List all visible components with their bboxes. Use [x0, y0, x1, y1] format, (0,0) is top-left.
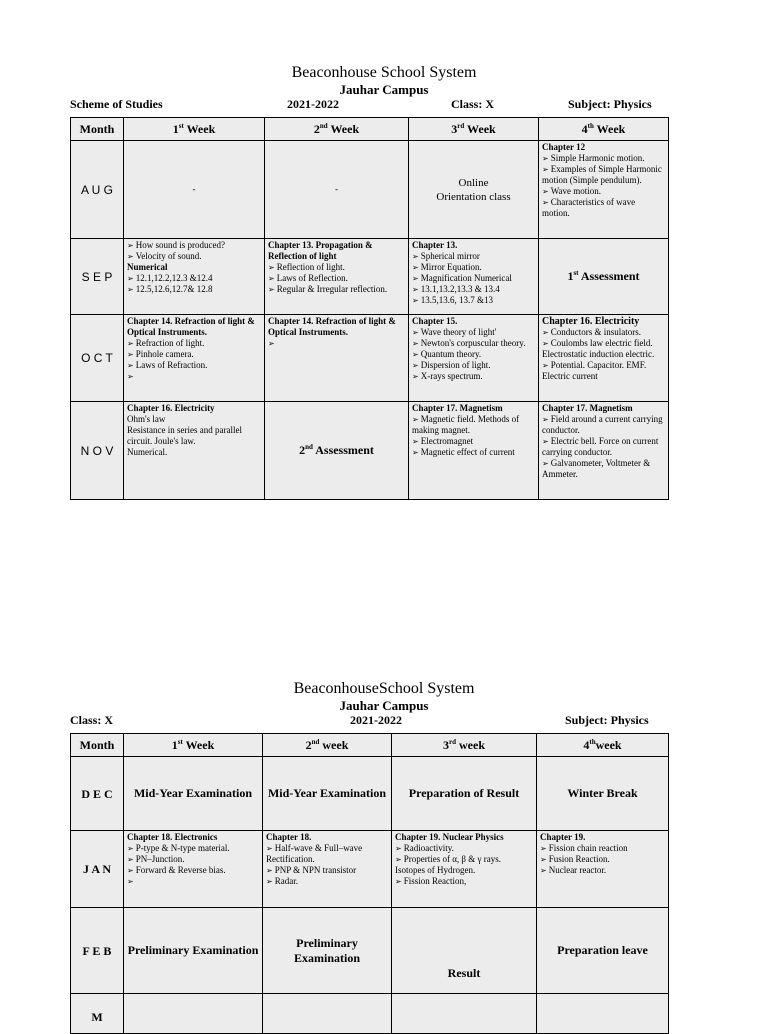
- scheme-label: Scheme of Studies: [70, 97, 163, 111]
- mar-week-3: [392, 994, 537, 1034]
- month-jan: J A N: [71, 831, 124, 908]
- sep-week-3: Chapter 13. ➢ Spherical mirror ➢ Mirror Equation. ➢ Magnification Numerical ➢ 13.1,13.2,13.3 & 13.4 ➢ 13.5,13.6, 13.7 &13: [409, 239, 539, 315]
- aug-week-4: Chapter 12 ➢ Simple Harmonic motion. ➢ Examples of Simple Harmonic motion (Simple pendulum). ➢ Wave motion. ➢ Characteristics of wave motion.: [539, 141, 669, 239]
- empty-bullet: [127, 876, 259, 887]
- table-row: [71, 141, 669, 239]
- page-2: [0, 680, 768, 728]
- campus-name-2: Jauhar Campus: [339, 698, 429, 713]
- jan-week-1: Chapter 18. Electronics ➢ P-type & N-type material. ➢ PN–Junction. ➢ Forward & Reverse bias. ➢: [124, 831, 263, 908]
- table-row: [71, 757, 669, 831]
- campus-name: Jauhar Campus: [339, 82, 429, 97]
- class-label: Class: X: [451, 97, 495, 111]
- dec-week-2: Mid-Year Examination: [263, 757, 392, 831]
- table-row: [71, 239, 669, 315]
- header-week-1: 1st Week: [124, 118, 265, 141]
- page-1: [0, 64, 768, 112]
- feb-week-3: Result: [392, 908, 537, 994]
- year-label-2: 2021-2022: [350, 713, 402, 727]
- oct-week-1: Chapter 14. Refraction of light & Optical Instruments. ➢ Refraction of light. ➢ Pinhole camera. ➢ Laws of Refraction. ➢: [124, 315, 265, 402]
- nov-week-3: Chapter 17. Magnetism ➢ Magnetic field. Methods of making magnet. ➢ Electromagnet ➢ Magnetic effect of current: [409, 402, 539, 500]
- feb-week-4: Preparation leave: [537, 908, 669, 994]
- header-week-2-2: 2nd week: [263, 734, 392, 757]
- aug-week-2: -: [265, 141, 409, 239]
- empty-bullet: [127, 371, 261, 382]
- header-week-3: 3rd Week: [409, 118, 539, 141]
- sep-week-2: Chapter 13. Propagation & Reflection of light ➢ Reflection of light. ➢ Laws of Reflection. ➢ Regular & Irregular reflection.: [265, 239, 409, 315]
- jan-week-3: Chapter 19. Nuclear Physics ➢ Radioactivity. ➢ Properties of α, β & γ rays. Isotopes of Hydrogen. ➢ Fission Reaction,: [392, 831, 537, 908]
- subject-label: Subject: Physics: [568, 97, 652, 111]
- class-label-2: Class: X: [70, 713, 114, 727]
- sep-week-1: ➢ How sound is produced? ➢ Velocity of sound. Numerical ➢ 12.1,12.2,12.3 &12.4 ➢ 12.5,12.6,12.7& 12.8: [124, 239, 265, 315]
- meta-row-2: [0, 713, 768, 728]
- month-dec: D E C: [71, 757, 124, 831]
- table-row: [71, 315, 669, 402]
- header-week-3-2: 3rd week: [392, 734, 537, 757]
- header-month: Month: [71, 118, 124, 141]
- header-week-4-2: 4thweek: [537, 734, 669, 757]
- table-row: [71, 908, 669, 994]
- header-week-4: 4th Week: [539, 118, 669, 141]
- feb-week-1: Preliminary Examination: [124, 908, 263, 994]
- schedule-table-2: [70, 733, 669, 1034]
- school-title: Beaconhouse School System: [291, 64, 477, 81]
- year-label: 2021-2022: [287, 97, 339, 111]
- aug-week-3: Online Orientation class: [409, 141, 539, 239]
- schedule-table-1: [70, 117, 669, 500]
- sep-week-4: 1st Assessment: [539, 239, 669, 315]
- subject-label-2: Subject: Physics: [565, 713, 649, 727]
- month-sep: S E P: [71, 239, 124, 315]
- header-row: [71, 118, 669, 141]
- table-row: [71, 831, 669, 908]
- month-aug: A U G: [71, 141, 124, 239]
- month-oct: O C T: [71, 315, 124, 402]
- dec-week-3: Preparation of Result: [392, 757, 537, 831]
- month-mar: M: [71, 994, 124, 1034]
- month-feb: F E B: [71, 908, 124, 994]
- empty-bullet: [268, 338, 405, 349]
- header-week-1-2: 1st Week: [124, 734, 263, 757]
- nov-week-4: Chapter 17. Magnetism ➢ Field around a current carrying conductor. ➢ Electric bell. Force on current carrying conductor. ➢ Galvanometer, Voltmeter & Ammeter.: [539, 402, 669, 500]
- feb-week-2: Preliminary Examination: [263, 908, 392, 994]
- month-nov: N O V: [71, 402, 124, 500]
- mar-week-4: [537, 994, 669, 1034]
- mar-week-2: [263, 994, 392, 1034]
- oct-week-4: Chapter 16. Electricity ➢ Conductors & insulators. ➢ Coulombs law electric field. Electrostatic induction electric. ➢ Potential. Capacitor. EMF. Electric current: [539, 315, 669, 402]
- school-title-2: BeaconhouseSchool System: [293, 680, 475, 697]
- meta-row: [0, 97, 768, 112]
- aug-week-1: -: [124, 141, 265, 239]
- jan-week-2: Chapter 18. ➢ Half-wave & Full–wave Rectification. ➢ PNP & NPN transistor ➢ Radar.: [263, 831, 392, 908]
- dec-week-4: Winter Break: [537, 757, 669, 831]
- table-row: [71, 994, 669, 1034]
- mar-week-1: [124, 994, 263, 1034]
- oct-week-2: Chapter 14. Refraction of light & Optical Instruments. ➢: [265, 315, 409, 402]
- nov-week-2: 2nd Assessment: [265, 402, 409, 500]
- header-row-2: [71, 734, 669, 757]
- table-row: [71, 402, 669, 500]
- nov-week-1: Chapter 16. Electricity Ohm's law Resistance in series and parallel circuit. Joule's law. Numerical.: [124, 402, 265, 500]
- header-week-2: 2nd Week: [265, 118, 409, 141]
- dec-week-1: Mid-Year Examination: [124, 757, 263, 831]
- header-month-2: Month: [71, 734, 124, 757]
- oct-week-3: Chapter 15. ➢ Wave theory of light' ➢ Newton's corpuscular theory. ➢ Quantum theory. ➢ Dispersion of light. ➢ X-rays spectrum.: [409, 315, 539, 402]
- jan-week-4: Chapter 19. ➢ Fission chain reaction ➢ Fusion Reaction. ➢ Nuclear reactor.: [537, 831, 669, 908]
